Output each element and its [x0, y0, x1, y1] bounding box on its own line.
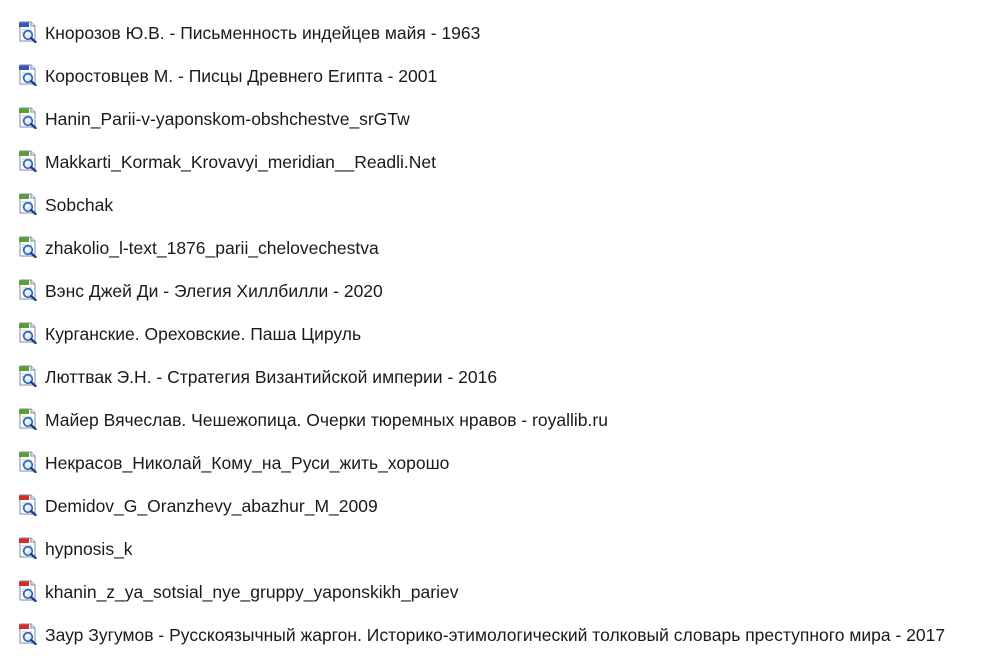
file-name: Кнорозов Ю.В. - Письменность индейцев майя - 1963 — [45, 23, 481, 43]
file-name: Коростовцев М. - Писцы Древнего Египта - 2001 — [45, 66, 438, 86]
djvu-file-icon — [17, 64, 39, 86]
file-list-item[interactable] — [0, 355, 1008, 398]
file-list-item[interactable] — [0, 97, 1008, 140]
file-name: Люттвак Э.Н. - Стратегия Византийской империи - 2016 — [45, 367, 498, 387]
fb2-file-icon — [17, 107, 39, 129]
file-list-item[interactable] — [0, 441, 1008, 484]
pdf-file-icon — [17, 623, 39, 645]
file-list-item[interactable] — [0, 269, 1008, 312]
file-name: Sobchak — [45, 195, 114, 215]
pdf-file-icon — [17, 580, 39, 602]
file-list-item[interactable] — [0, 613, 1008, 656]
file-list-item[interactable] — [0, 398, 1008, 441]
fb2-file-icon — [17, 365, 39, 387]
pdf-file-icon — [17, 494, 39, 516]
file-name: Hanin_Parii-v-yaponskom-obshchestve_srGTw — [45, 109, 410, 129]
file-list-item[interactable] — [0, 484, 1008, 527]
file-name: Курганские. Ореховские. Паша Цируль — [45, 324, 362, 344]
file-list-item[interactable] — [0, 226, 1008, 269]
fb2-file-icon — [17, 279, 39, 301]
file-name: Заур Зугумов - Русскоязычный жаргон. Историко-этимологический толковый словарь преступного мира - 2017 — [45, 625, 946, 645]
file-name: Майер Вячеслав. Чешежопица. Очерки тюремных нравов - royallib.ru — [45, 410, 608, 430]
file-name: Некрасов_Николай_Кому_на_Руси_жить_хорошо — [45, 453, 450, 473]
file-list-item[interactable] — [0, 312, 1008, 355]
file-list-item[interactable] — [0, 570, 1008, 613]
fb2-file-icon — [17, 408, 39, 430]
fb2-file-icon — [17, 322, 39, 344]
file-list-item[interactable] — [0, 11, 1008, 54]
fb2-file-icon — [17, 193, 39, 215]
file-list-item[interactable] — [0, 183, 1008, 226]
fb2-file-icon — [17, 236, 39, 258]
file-list-item[interactable] — [0, 54, 1008, 97]
file-name: khanin_z_ya_sotsial_nye_gruppy_yaponskikh_pariev — [45, 582, 459, 602]
file-name: Вэнс Джей Ди - Элегия Хиллбилли - 2020 — [45, 281, 383, 301]
file-name: Demidov_G_Oranzhevy_abazhur_M_2009 — [45, 496, 378, 516]
pdf-file-icon — [17, 537, 39, 559]
fb2-file-icon — [17, 150, 39, 172]
fb2-file-icon — [17, 451, 39, 473]
file-list-item[interactable] — [0, 527, 1008, 570]
djvu-file-icon — [17, 21, 39, 43]
file-name: Makkarti_Kormak_Krovavyi_meridian__Readli.Net — [45, 152, 436, 172]
file-name: hypnosis_k — [45, 539, 133, 559]
file-list — [0, 10, 1008, 656]
file-name: zhakolio_l-text_1876_parii_chelovechestva — [45, 238, 379, 258]
file-list-item[interactable] — [0, 140, 1008, 183]
